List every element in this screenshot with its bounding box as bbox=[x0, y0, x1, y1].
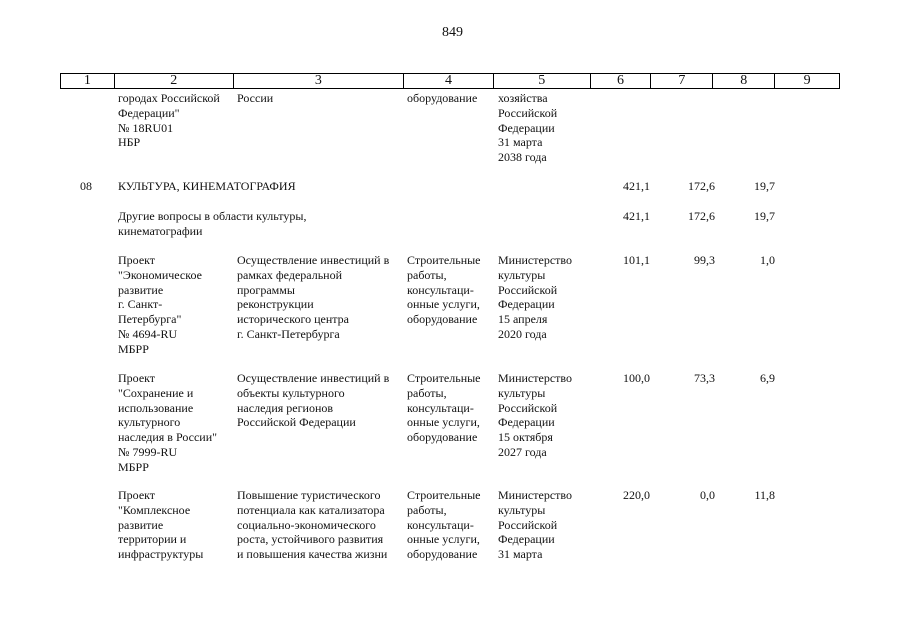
project-3-purpose: Повышение туристического потенциала как катализатора социально-экономического роста, устойчивого развития и повышения качества жизни bbox=[237, 488, 388, 562]
project-2-name: Проект "Сохранение и использование культурного наследия в России" № 7999-RU МБРР bbox=[118, 371, 218, 474]
continued-usage: оборудование bbox=[407, 91, 478, 105]
column-header-4: 4 bbox=[404, 74, 494, 88]
project-2-executor: Министерство культуры Российской Федерации 15 октября 2027 года bbox=[498, 371, 572, 459]
section-title: КУЛЬТУРА, КИНЕМАТОГРАФИЯ bbox=[118, 179, 296, 193]
project-1-value-7: 99,3 bbox=[694, 253, 715, 267]
project-1-purpose: Осуществление инвестиций в рамках федеральной программы реконструкции исторического центра г. Санкт-Петербурга bbox=[237, 253, 390, 341]
project-3-usage: Строительные работы, консультаци- онные услуги, оборудование bbox=[407, 488, 481, 562]
subsection-value-7: 172,6 bbox=[688, 209, 715, 223]
column-header-row bbox=[60, 73, 840, 89]
project-2-usage: Строительные работы, консультаци- онные услуги, оборудование bbox=[407, 371, 481, 445]
subsection-value-6: 421,1 bbox=[623, 209, 650, 223]
section-value-6: 421,1 bbox=[623, 179, 650, 193]
project-2-value-6: 100,0 bbox=[623, 371, 650, 385]
continued-executor: хозяйства Российской Федерации 31 марта 2038 года bbox=[498, 91, 558, 165]
project-1-value-6: 101,1 bbox=[623, 253, 650, 267]
section-value-7: 172,6 bbox=[688, 179, 715, 193]
page-number: 849 bbox=[442, 25, 463, 40]
project-1-value-8: 1,0 bbox=[760, 253, 775, 267]
column-header-1: 1 bbox=[61, 74, 115, 88]
project-3-value-8: 11,8 bbox=[754, 488, 775, 502]
column-header-2: 2 bbox=[115, 74, 234, 88]
project-2-value-7: 73,3 bbox=[694, 371, 715, 385]
continued-purpose: России bbox=[237, 91, 274, 105]
project-3-executor: Министерство культуры Российской Федерации 31 марта bbox=[498, 488, 572, 562]
project-3-value-6: 220,0 bbox=[623, 488, 650, 502]
project-1-executor: Министерство культуры Российской Федерации 15 апреля 2020 года bbox=[498, 253, 572, 341]
column-header-7: 7 bbox=[651, 74, 713, 88]
project-3-name: Проект "Комплексное развитие территории и инфраструктуры bbox=[118, 488, 204, 562]
subsection-title: Другие вопросы в области культуры, кинематографии bbox=[118, 209, 307, 238]
section-value-8: 19,7 bbox=[754, 179, 775, 193]
subsection-value-8: 19,7 bbox=[754, 209, 775, 223]
project-2-purpose: Осуществление инвестиций в объекты культурного наследия регионов Российской Федерации bbox=[237, 371, 390, 430]
project-1-usage: Строительные работы, консультаци- онные услуги, оборудование bbox=[407, 253, 481, 327]
column-header-6: 6 bbox=[591, 74, 652, 88]
project-1-name: Проект "Экономическое развитие г. Санкт- Петербурга" № 4694-RU МБРР bbox=[118, 253, 202, 356]
column-header-8: 8 bbox=[713, 74, 775, 88]
project-2-value-8: 6,9 bbox=[760, 371, 775, 385]
column-header-9: 9 bbox=[803, 73, 811, 88]
continued-borrower: городах Российской Федерации" № 18RU01 НБР bbox=[118, 91, 220, 150]
section-code: 08 bbox=[80, 179, 92, 193]
column-header-3: 3 bbox=[234, 74, 405, 88]
project-3-value-7: 0,0 bbox=[700, 488, 715, 502]
column-header-5: 5 bbox=[494, 74, 591, 88]
